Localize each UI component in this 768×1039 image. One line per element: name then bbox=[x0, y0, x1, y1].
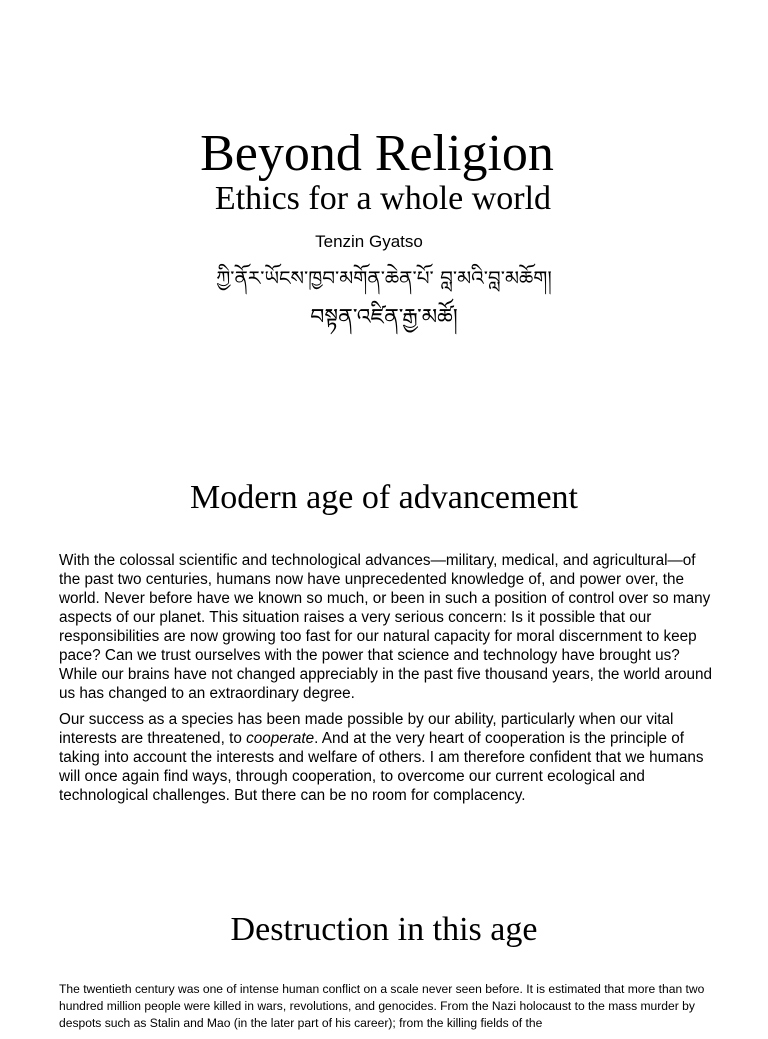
document-title: Beyond Religion bbox=[200, 125, 554, 182]
emphasized-word: cooperate bbox=[246, 730, 315, 747]
section-body-modern-age bbox=[59, 551, 713, 812]
paragraph: The twentieth century was one of intense human conflict on a scale never seen before. It is estimated that more than two hundred million people were killed in wars, revolutions, and genocides. From the Nazi holocaust to the mass murder by despots such as Stalin and Mao (in the later part of his career); from the killing fields of the bbox=[59, 982, 705, 1030]
tibetan-author-line: བསྟན་འཛིན་རྒྱ་མཚོ། bbox=[310, 305, 458, 330]
section-body-destruction bbox=[59, 981, 713, 1039]
document-subtitle: Ethics for a whole world bbox=[214, 180, 552, 217]
paragraph: With the colossal scientific and technological advances—military, medical, and agricultural—of the past two centuries, humans now have unprecedented knowledge of, and power over, the world. Never before have we known so much, or been in such a position of control over so many aspects of our planet. This situation raises a very serious concern: Is it possible that our responsibilities are now growing too fast for our natural capacity for moral discernment to keep pace? Can we trust ourselves with the power that science and technology have brought us? While our brains have not changed appreciably in the past five thousand years, the world around us has changed to an extraordinary degree. bbox=[59, 552, 713, 702]
section-heading-modern-age: Modern age of advancement bbox=[190, 479, 578, 516]
author-name: Tenzin Gyatso bbox=[315, 232, 423, 251]
paragraph bbox=[59, 710, 713, 805]
tibetan-title-line: ཀྱི་ནོར་ཡོངས་ཁྱབ་མགོན་ཆེན་པོ་ བླ་མའི་བླ་མཆོག། bbox=[216, 266, 552, 290]
paragraph-text: Our success as a species has been made possible by our ability, particularly when our vital interests are threatened, to bbox=[59, 711, 674, 747]
paragraph-text: . And at the very heart of cooperation is the principle of taking into account the interests and welfare of others. I am therefore confident that we humans will once again find ways, through cooperation, to overcome our current ecological and technological challenges. But there can be no room for complacency. bbox=[59, 730, 704, 804]
section-heading-destruction: Destruction in this age bbox=[230, 911, 538, 948]
